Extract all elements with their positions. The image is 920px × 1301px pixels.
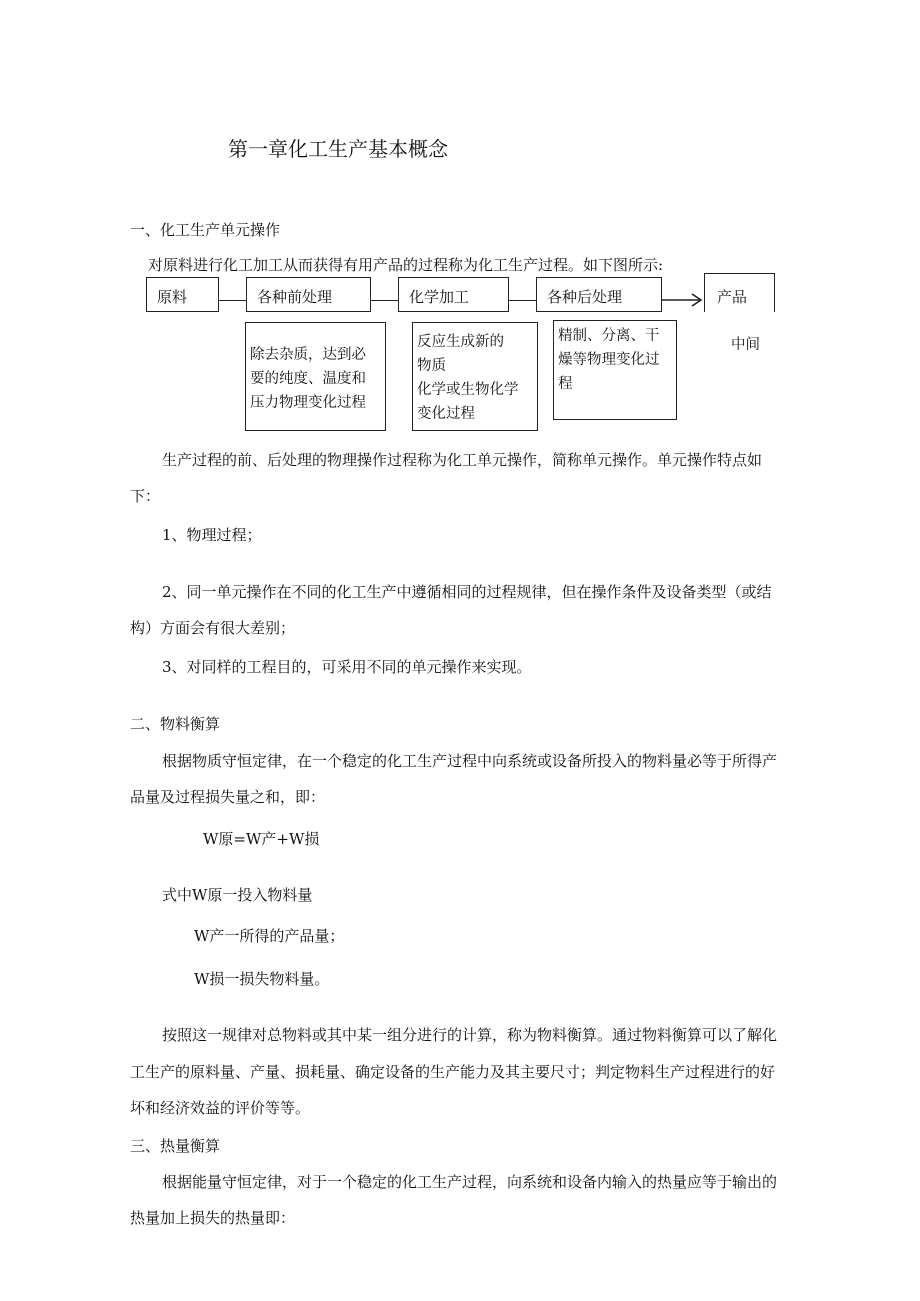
note-line: 程 — [558, 376, 573, 392]
paragraph: 根据物质守恒定律，在一个稳定的化工生产过程中向系统或设备所投入的物料量必等于所得产 — [162, 752, 778, 770]
flow-connector — [219, 300, 246, 301]
note-chemical — [412, 322, 538, 431]
paragraph: 生产过程的前、后处理的物理操作过程称为化工单元操作，简称单元操作。单元操作特点如 — [162, 451, 763, 469]
definition: W损一损失物料量。 — [194, 970, 330, 988]
definition: W产一所得的产品量； — [194, 927, 345, 945]
paragraph: 下： — [130, 487, 161, 505]
arrow-right-icon — [662, 292, 704, 308]
note-line: 化学或生物化学 — [417, 382, 519, 398]
paragraph: 坏和经济效益的评价等等。 — [130, 1099, 311, 1117]
flow-box-posttreatment — [536, 277, 662, 312]
definition: 式中W原一投入物料量 — [162, 886, 313, 904]
paragraph: 工生产的原料量、产量、损耗量、确定设备的生产能力及其主要尺寸；判定物料生产过程进行的好 — [130, 1063, 776, 1081]
note-line: 要的纯度、温度和 — [250, 371, 366, 387]
page-title: 第一章化工生产基本概念 — [228, 137, 448, 161]
section1-intro: 对原料进行化工加工从而获得有用产品的过程称为化工生产过程。如下图所示: — [148, 256, 664, 274]
flow-connector — [371, 300, 398, 301]
flow-box-raw — [146, 277, 219, 312]
paragraph: 按照这一规律对总物料或其中某一组分进行的计算，称为物料衡算。通过物料衡算可以了解化 — [162, 1026, 778, 1044]
flow-box-pretreatment-label: 各种前处理 — [257, 288, 333, 306]
paragraph: 根据能量守恒定律，对于一个稳定的化工生产过程，向系统和设备内输入的热量应等于输出的 — [162, 1173, 778, 1191]
note-line: 反应生成新的 — [417, 334, 504, 350]
flow-box-chemical — [398, 277, 509, 312]
paragraph: 热量加上损失的热量即： — [130, 1209, 296, 1227]
flow-box-product-label: 产品 — [717, 288, 748, 306]
note-line: 物质 — [417, 358, 446, 374]
flow-box-pretreatment — [246, 277, 371, 312]
section2-heading: 二、物料衡算 — [130, 715, 221, 733]
paragraph: 品量及过程损失量之和，即： — [130, 788, 326, 806]
list-item: 3、对同样的工程目的，可采用不同的单元操作来实现。 — [162, 658, 532, 676]
note-pretreatment — [245, 322, 386, 431]
note-line: 变化过程 — [417, 406, 475, 422]
list-item: 1、物理过程； — [162, 526, 262, 544]
formula: W原=W产+W损 — [203, 830, 320, 848]
list-item: 2、同一单元操作在不同的化工生产中遵循相同的过程规律，但在操作条件及设备类型（或结 — [162, 583, 772, 601]
flow-box-chemical-label: 化学加工 — [409, 288, 470, 306]
list-item: 构）方面会有很大差别； — [130, 619, 296, 637]
flow-box-posttreatment-label: 各种后处理 — [547, 288, 623, 306]
flow-connector — [509, 300, 536, 301]
flow-box-raw-label: 原料 — [157, 288, 188, 306]
section1-heading: 一、化工生产单元操作 — [130, 221, 281, 239]
note-posttreatment — [553, 320, 677, 420]
note-line: 精制、分离、干 — [558, 328, 660, 344]
section3-heading: 三、热量衡算 — [130, 1137, 221, 1155]
note-line: 除去杂质，达到必 — [250, 347, 366, 363]
flow-box-product — [704, 273, 775, 312]
flow-middle-label: 中间 — [731, 337, 760, 353]
note-line: 燥等物理变化过 — [558, 352, 660, 368]
note-line: 压力物理变化过程 — [250, 395, 366, 411]
